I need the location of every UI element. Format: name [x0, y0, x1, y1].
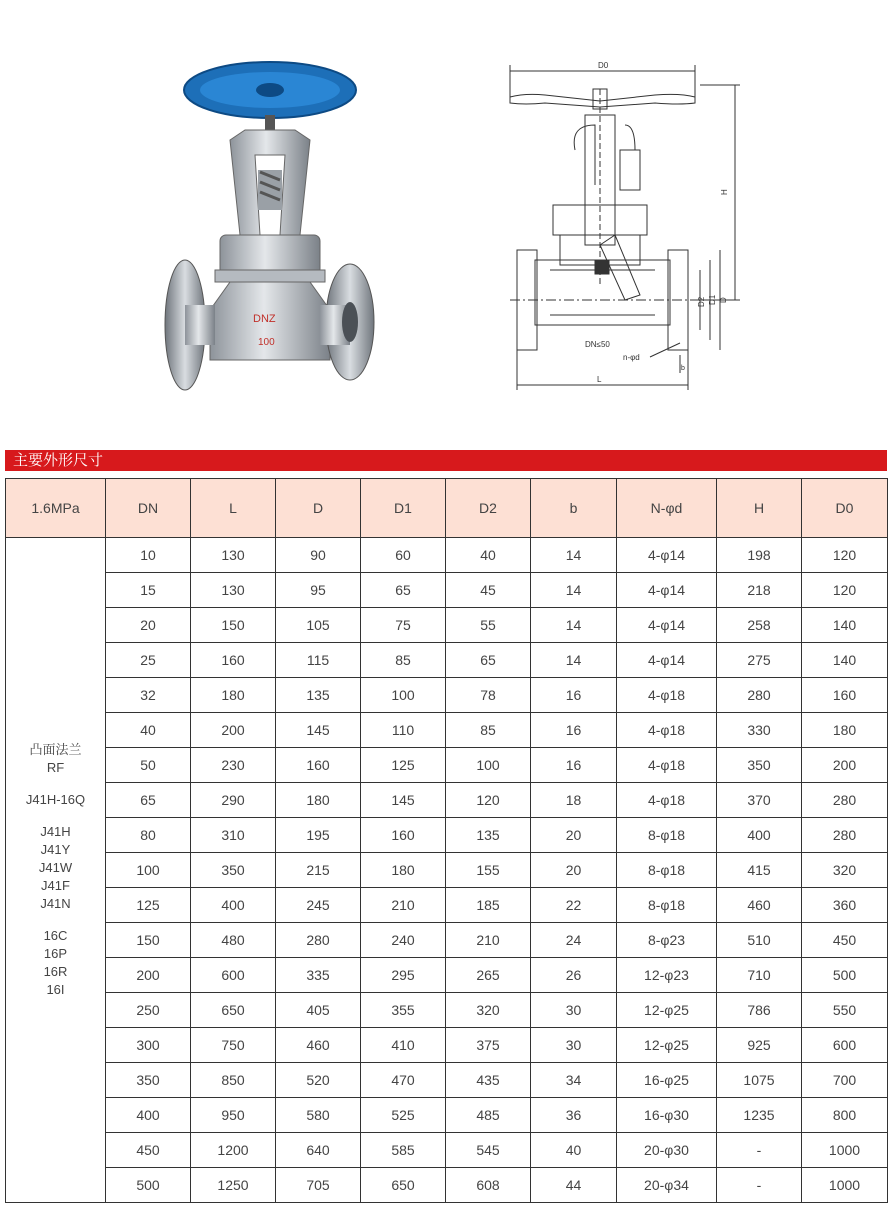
table-cell: 245: [276, 888, 361, 923]
table-cell: 16: [531, 748, 617, 783]
table-cell: 14: [531, 608, 617, 643]
table-cell: 350: [191, 853, 276, 888]
table-cell: 400: [717, 818, 802, 853]
drawing-label-nd: n-φd: [623, 353, 640, 362]
model-line: J41H-16Q: [25, 792, 86, 807]
table-cell: 198: [717, 538, 802, 573]
table-cell: 275: [717, 643, 802, 678]
table-cell: 135: [446, 818, 531, 853]
table-cell: 200: [106, 958, 191, 993]
table-cell: 105: [276, 608, 361, 643]
column-header: b: [531, 479, 617, 538]
model-line: [6, 913, 105, 927]
column-header: D2: [446, 479, 531, 538]
table-cell: 155: [446, 853, 531, 888]
drawing-label-d1: D1: [708, 294, 717, 305]
table-cell: 85: [446, 713, 531, 748]
column-header: D0: [802, 479, 888, 538]
table-cell: 160: [191, 643, 276, 678]
column-header: DN: [106, 479, 191, 538]
table-cell: 180: [276, 783, 361, 818]
model-line: 16P: [43, 946, 68, 961]
drawing-label-l: L: [597, 375, 602, 384]
table-cell: 20: [531, 818, 617, 853]
column-header: 1.6MPa: [6, 479, 106, 538]
table-cell: 75: [361, 608, 446, 643]
table-cell: 450: [106, 1133, 191, 1168]
table-cell: 22: [531, 888, 617, 923]
table-cell: 40: [531, 1133, 617, 1168]
table-cell: 140: [802, 608, 888, 643]
table-cell: 1250: [191, 1168, 276, 1203]
model-cell: [6, 538, 106, 1203]
table-cell: 16-φ25: [617, 1063, 717, 1098]
table-cell: 150: [106, 923, 191, 958]
table-cell: 415: [717, 853, 802, 888]
table-cell: 145: [276, 713, 361, 748]
table-cell: 750: [191, 1028, 276, 1063]
table-row: [6, 923, 888, 958]
table-cell: 12-φ25: [617, 993, 717, 1028]
table-cell: 120: [446, 783, 531, 818]
table-cell: 350: [717, 748, 802, 783]
column-header: L: [191, 479, 276, 538]
table-cell: 180: [361, 853, 446, 888]
model-line: [6, 777, 105, 791]
table-cell: 350: [106, 1063, 191, 1098]
table-cell: 435: [446, 1063, 531, 1098]
table-cell: 55: [446, 608, 531, 643]
table-cell: 160: [276, 748, 361, 783]
table-cell: 250: [106, 993, 191, 1028]
table-cell: 78: [446, 678, 531, 713]
table-cell: 550: [802, 993, 888, 1028]
table-cell: 160: [802, 678, 888, 713]
table-cell: 200: [802, 748, 888, 783]
table-cell: 500: [802, 958, 888, 993]
table-cell: 585: [361, 1133, 446, 1168]
table-cell: -: [717, 1168, 802, 1203]
table-cell: 60: [361, 538, 446, 573]
table-cell: 40: [106, 713, 191, 748]
table-cell: 4-φ14: [617, 538, 717, 573]
table-row: [6, 818, 888, 853]
table-cell: 40: [446, 538, 531, 573]
table-cell: 405: [276, 993, 361, 1028]
table-row: [6, 608, 888, 643]
table-cell: 110: [361, 713, 446, 748]
table-cell: 4-φ14: [617, 643, 717, 678]
table-cell: 280: [802, 818, 888, 853]
table-cell: 280: [276, 923, 361, 958]
table-cell: 925: [717, 1028, 802, 1063]
table-cell: 14: [531, 573, 617, 608]
table-cell: 180: [191, 678, 276, 713]
table-cell: 280: [717, 678, 802, 713]
table-row: [6, 643, 888, 678]
table-row: [6, 1168, 888, 1203]
table-row: [6, 958, 888, 993]
table-cell: 12-φ25: [617, 1028, 717, 1063]
table-cell: 1235: [717, 1098, 802, 1133]
table-row: [6, 713, 888, 748]
table-cell: 485: [446, 1098, 531, 1133]
table-cell: 330: [717, 713, 802, 748]
table-cell: 8-φ18: [617, 853, 717, 888]
table-cell: 34: [531, 1063, 617, 1098]
table-cell: 1075: [717, 1063, 802, 1098]
drawing-label-dn: DN≤50: [585, 340, 610, 349]
table-cell: 218: [717, 573, 802, 608]
table-row: [6, 538, 888, 573]
table-cell: 130: [191, 538, 276, 573]
table-cell: 650: [191, 993, 276, 1028]
table-body: [6, 538, 888, 1203]
table-cell: 800: [802, 1098, 888, 1133]
table-row: [6, 573, 888, 608]
table-cell: 310: [191, 818, 276, 853]
table-row: [6, 853, 888, 888]
table-cell: 520: [276, 1063, 361, 1098]
table-cell: 600: [802, 1028, 888, 1063]
table-cell: 4-φ14: [617, 608, 717, 643]
table-cell: 470: [361, 1063, 446, 1098]
table-cell: 375: [446, 1028, 531, 1063]
table-row: [6, 1028, 888, 1063]
model-line: J41F: [41, 878, 70, 893]
table-cell: 265: [446, 958, 531, 993]
table-cell: 115: [276, 643, 361, 678]
valve-photo: [150, 60, 380, 405]
table-cell: 335: [276, 958, 361, 993]
table-cell: 1000: [802, 1133, 888, 1168]
table-cell: 786: [717, 993, 802, 1028]
table-cell: 300: [106, 1028, 191, 1063]
table-cell: 150: [191, 608, 276, 643]
table-cell: 14: [531, 643, 617, 678]
table-header: [6, 479, 888, 538]
table-cell: 525: [361, 1098, 446, 1133]
table-cell: 10: [106, 538, 191, 573]
table-cell: 32: [106, 678, 191, 713]
table-row: [6, 748, 888, 783]
table-cell: 160: [361, 818, 446, 853]
table-cell: 30: [531, 1028, 617, 1063]
table-cell: 290: [191, 783, 276, 818]
table-cell: 295: [361, 958, 446, 993]
table-cell: 4-φ18: [617, 678, 717, 713]
table-cell: 12-φ23: [617, 958, 717, 993]
table-cell: 640: [276, 1133, 361, 1168]
table-cell: 500: [106, 1168, 191, 1203]
model-line: J41N: [40, 896, 71, 911]
model-line: J41W: [38, 860, 73, 875]
drawing-label-b: b: [681, 365, 685, 372]
table-cell: 710: [717, 958, 802, 993]
table-cell: 18: [531, 783, 617, 818]
table-cell: 140: [802, 643, 888, 678]
table-cell: 185: [446, 888, 531, 923]
table-cell: 16: [531, 678, 617, 713]
table-cell: 50: [106, 748, 191, 783]
table-cell: 280: [802, 783, 888, 818]
table-row: [6, 888, 888, 923]
table-cell: 90: [276, 538, 361, 573]
drawing-label-h: H: [720, 189, 729, 195]
table-cell: 215: [276, 853, 361, 888]
table-cell: 120: [802, 538, 888, 573]
table-cell: 400: [106, 1098, 191, 1133]
table-cell: 8-φ18: [617, 818, 717, 853]
table-cell: 65: [106, 783, 191, 818]
table-cell: 100: [361, 678, 446, 713]
table-row: [6, 1063, 888, 1098]
table-cell: 65: [446, 643, 531, 678]
table-cell: 130: [191, 573, 276, 608]
table-cell: 410: [361, 1028, 446, 1063]
valve-drawing: [505, 55, 755, 400]
table-row: [6, 783, 888, 818]
table-cell: 80: [106, 818, 191, 853]
table-cell: 210: [361, 888, 446, 923]
table-cell: 200: [191, 713, 276, 748]
table-cell: 850: [191, 1063, 276, 1098]
table-cell: 400: [191, 888, 276, 923]
table-cell: 25: [106, 643, 191, 678]
table-cell: 230: [191, 748, 276, 783]
table-cell: 44: [531, 1168, 617, 1203]
column-header: N-φd: [617, 479, 717, 538]
table-cell: 15: [106, 573, 191, 608]
table-cell: 14: [531, 538, 617, 573]
column-header: D: [276, 479, 361, 538]
table-cell: 20-φ30: [617, 1133, 717, 1168]
table-cell: 210: [446, 923, 531, 958]
table-cell: 26: [531, 958, 617, 993]
table-cell: 355: [361, 993, 446, 1028]
dimensions-table: [5, 478, 888, 1203]
table-cell: 24: [531, 923, 617, 958]
table-cell: 258: [717, 608, 802, 643]
model-line: J41Y: [40, 842, 71, 857]
table-cell: 510: [717, 923, 802, 958]
table-cell: 4-φ14: [617, 573, 717, 608]
table-row: [6, 1098, 888, 1133]
table-cell: 1000: [802, 1168, 888, 1203]
column-header: H: [717, 479, 802, 538]
table-cell: 20-φ34: [617, 1168, 717, 1203]
table-cell: 700: [802, 1063, 888, 1098]
model-line: 16R: [43, 964, 68, 979]
table-cell: 545: [446, 1133, 531, 1168]
table-cell: 120: [802, 573, 888, 608]
table-cell: 360: [802, 888, 888, 923]
model-line: RF: [46, 760, 65, 775]
table-cell: 20: [531, 853, 617, 888]
table-cell: 195: [276, 818, 361, 853]
table-cell: 320: [802, 853, 888, 888]
table-cell: 240: [361, 923, 446, 958]
drawing-label-d: D: [719, 297, 728, 303]
table-cell: 16: [531, 713, 617, 748]
table-cell: 145: [361, 783, 446, 818]
table-cell: 950: [191, 1098, 276, 1133]
table-cell: 16-φ30: [617, 1098, 717, 1133]
table-cell: 450: [802, 923, 888, 958]
model-line: 凸面法兰: [29, 742, 82, 757]
table-cell: 4-φ18: [617, 783, 717, 818]
model-line: 16I: [46, 982, 65, 997]
table-cell: 460: [717, 888, 802, 923]
table-cell: 125: [106, 888, 191, 923]
table-cell: 8-φ18: [617, 888, 717, 923]
table-cell: 600: [191, 958, 276, 993]
model-line: 16C: [43, 928, 68, 943]
table-cell: 608: [446, 1168, 531, 1203]
table-cell: 36: [531, 1098, 617, 1133]
table-cell: 135: [276, 678, 361, 713]
table-cell: 650: [361, 1168, 446, 1203]
table-cell: 100: [446, 748, 531, 783]
table-cell: 45: [446, 573, 531, 608]
table-cell: 4-φ18: [617, 748, 717, 783]
section-title: 主要外形尺寸: [13, 451, 104, 469]
table-cell: 4-φ18: [617, 713, 717, 748]
table-cell: 100: [106, 853, 191, 888]
table-cell: 1200: [191, 1133, 276, 1168]
table-cell: 20: [106, 608, 191, 643]
table-cell: 65: [361, 573, 446, 608]
table-cell: 180: [802, 713, 888, 748]
table-cell: -: [717, 1133, 802, 1168]
table-cell: 30: [531, 993, 617, 1028]
table-cell: 370: [717, 783, 802, 818]
table-cell: 95: [276, 573, 361, 608]
table-cell: 320: [446, 993, 531, 1028]
model-line: [6, 809, 105, 823]
section-title-bar: [5, 450, 887, 471]
table-cell: 125: [361, 748, 446, 783]
table-cell: 705: [276, 1168, 361, 1203]
table-row: [6, 993, 888, 1028]
drawing-label-d0: D0: [598, 61, 609, 70]
table-cell: 85: [361, 643, 446, 678]
table-cell: 460: [276, 1028, 361, 1063]
drawing-label-d2: D2: [697, 296, 706, 307]
table-row: [6, 1133, 888, 1168]
table-row: [6, 678, 888, 713]
model-line: J41H: [40, 824, 71, 839]
column-header: D1: [361, 479, 446, 538]
table-cell: 480: [191, 923, 276, 958]
table-cell: 580: [276, 1098, 361, 1133]
svg-text:100: 100: [258, 337, 275, 348]
table-cell: 8-φ23: [617, 923, 717, 958]
svg-text:DNZ: DNZ: [253, 313, 276, 325]
